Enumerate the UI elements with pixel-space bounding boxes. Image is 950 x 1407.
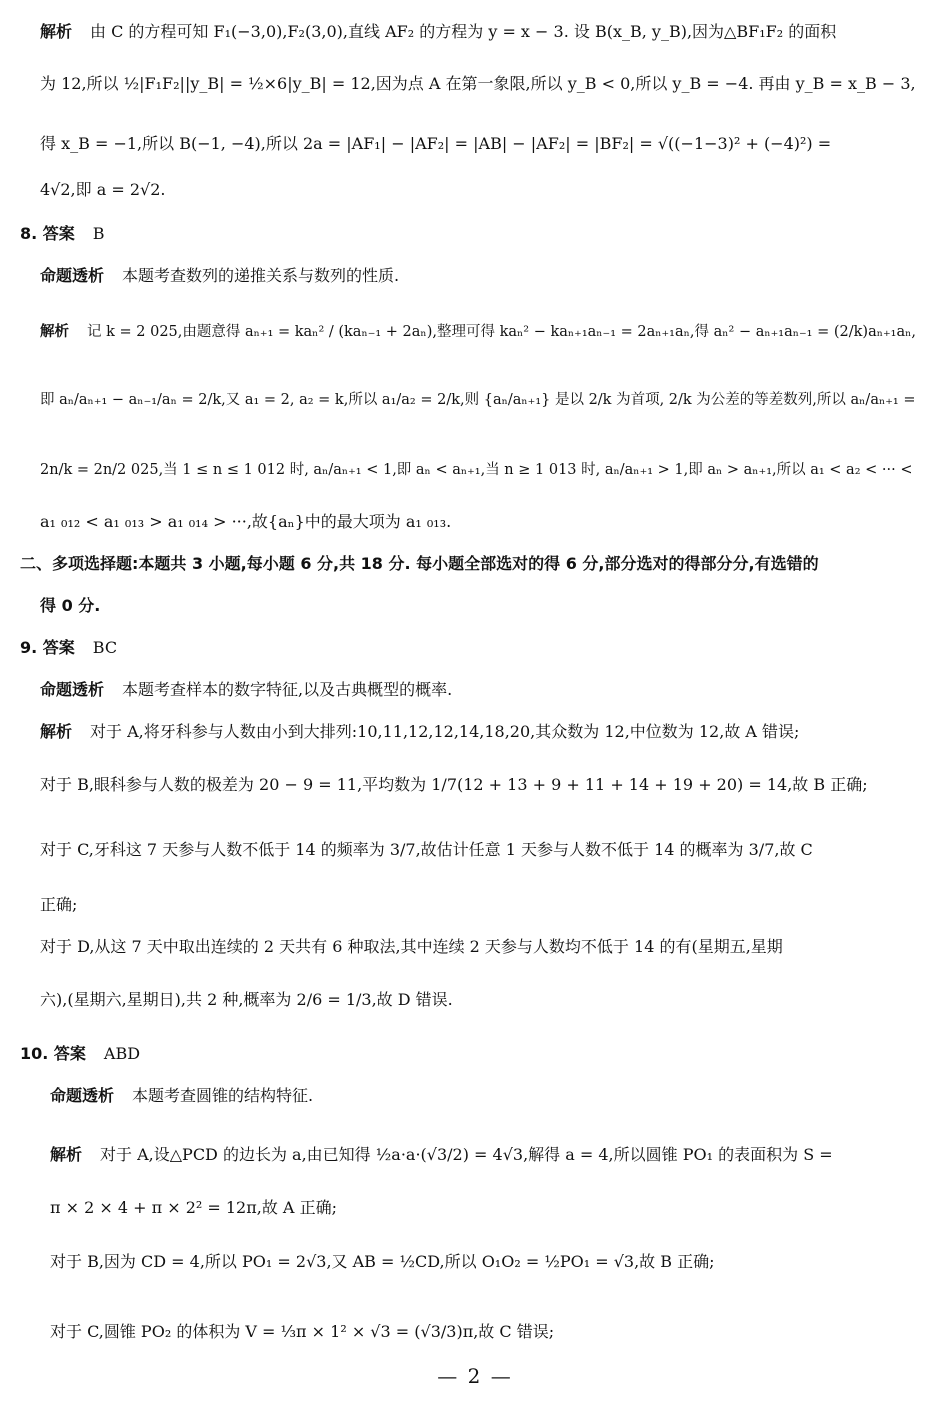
text-line: 得 x_B = −1,所以 B(−1, −4),所以 2a = |AF₁| − |AF₂| = |AB| − |AF₂| = |BF₂| = √((−1−3)² + (−4)²) = (40, 134, 832, 153)
text-line: 命题透析 本题考查数列的递推关系与数列的性质. (40, 266, 400, 285)
text-line: 解析 记 k = 2 025,由题意得 aₙ₊₁ = kaₙ² / (kaₙ₋₁ + 2aₙ),整理可得 kaₙ² − kaₙ₊₁aₙ₋₁ = 2aₙ₊₁aₙ,得 aₙ² − aₙ₊₁aₙ₋₁ = (2/k)aₙ₊₁aₙ, (40, 324, 916, 340)
text-line: 即 aₙ/aₙ₊₁ − aₙ₋₁/aₙ = 2/k,又 a₁ = 2, a₂ = k,所以 a₁/a₂ = 2/k,则 {aₙ/aₙ₊₁} 是以 2/k 为首项, 2/k 为公差的等差数列,所以 aₙ/aₙ₊₁ = (40, 392, 916, 408)
answer-line: 10. 答案 ABD (20, 1044, 141, 1063)
page-number: — 2 — (437, 1364, 513, 1388)
section-heading: 二、多项选择题:本题共 3 小题,每小题 6 分,共 18 分. 每小题全部选对的得 6 分,部分选对的得部分分,有选错的 (20, 554, 819, 573)
text-line: 解析 对于 A,将牙科参与人数由小到大排列:10,11,12,12,14,18,20,其众数为 12,中位数为 12,故 A 错误; (40, 722, 800, 741)
text-line: 2n/k = 2n/2 025,当 1 ≤ n ≤ 1 012 时, aₙ/aₙ₊₁ < 1,即 aₙ < aₙ₊₁,当 n ≥ 1 013 时, aₙ/aₙ₊₁ > 1,即 aₙ > aₙ₊₁,所以 a₁ < a₂ < ··· < (40, 462, 913, 478)
answer-line: 9. 答案 BC (20, 638, 118, 657)
text-line: 对于 D,从这 7 天中取出连续的 2 天共有 6 种取法,其中连续 2 天参与人数均不低于 14 的有(星期五,星期 (40, 937, 783, 956)
text-line: π × 2 × 4 + π × 2² = 12π,故 A 正确; (50, 1198, 337, 1217)
answer-line: 8. 答案 B (20, 224, 105, 243)
text-line: 4√2,即 a = 2√2. (40, 180, 166, 199)
section-heading: 得 0 分. (40, 596, 101, 615)
text-line: a₁ ₀₁₂ < a₁ ₀₁₃ > a₁ ₀₁₄ > ···,故{aₙ}中的最大项为 a₁ ₀₁₃. (40, 512, 452, 531)
text-line: 对于 B,眼科参与人数的极差为 20 − 9 = 11,平均数为 1/7(12 + 13 + 9 + 11 + 14 + 19 + 20) = 14,故 B 正确; (40, 775, 868, 794)
text-line: 正确; (40, 895, 78, 914)
text-line: 命题透析 本题考查圆锥的结构特征. (50, 1086, 314, 1105)
text-line: 六),(星期六,星期日),共 2 种,概率为 2/6 = 1/3,故 D 错误. (40, 990, 453, 1009)
text-line: 解析 由 C 的方程可知 F₁(−3,0),F₂(3,0),直线 AF₂ 的方程为 y = x − 3. 设 B(x_B, y_B),因为△BF₁F₂ 的面积 (40, 22, 837, 41)
text-line: 为 12,所以 ½|F₁F₂||y_B| = ½×6|y_B| = 12,因为点 A 在第一象限,所以 y_B < 0,所以 y_B = −4. 再由 y_B = x_B − 3, (40, 74, 916, 93)
text-line: 对于 B,因为 CD = 4,所以 PO₁ = 2√3,又 AB = ½CD,所以 O₁O₂ = ½PO₁ = √3,故 B 正确; (50, 1252, 715, 1271)
text-line: 对于 C,牙科这 7 天参与人数不低于 14 的频率为 3/7,故估计任意 1 天参与人数不低于 14 的概率为 3/7,故 C (40, 840, 813, 859)
text-line: 命题透析 本题考查样本的数字特征,以及古典概型的概率. (40, 680, 453, 699)
text-line: 对于 C,圆锥 PO₂ 的体积为 V = ⅓π × 1² × √3 = (√3/3)π,故 C 错误; (50, 1322, 555, 1341)
text-line: 解析 对于 A,设△PCD 的边长为 a,由已知得 ½a·a·(√3/2) = 4√3,解得 a = 4,所以圆锥 PO₁ 的表面积为 S = (50, 1145, 833, 1164)
